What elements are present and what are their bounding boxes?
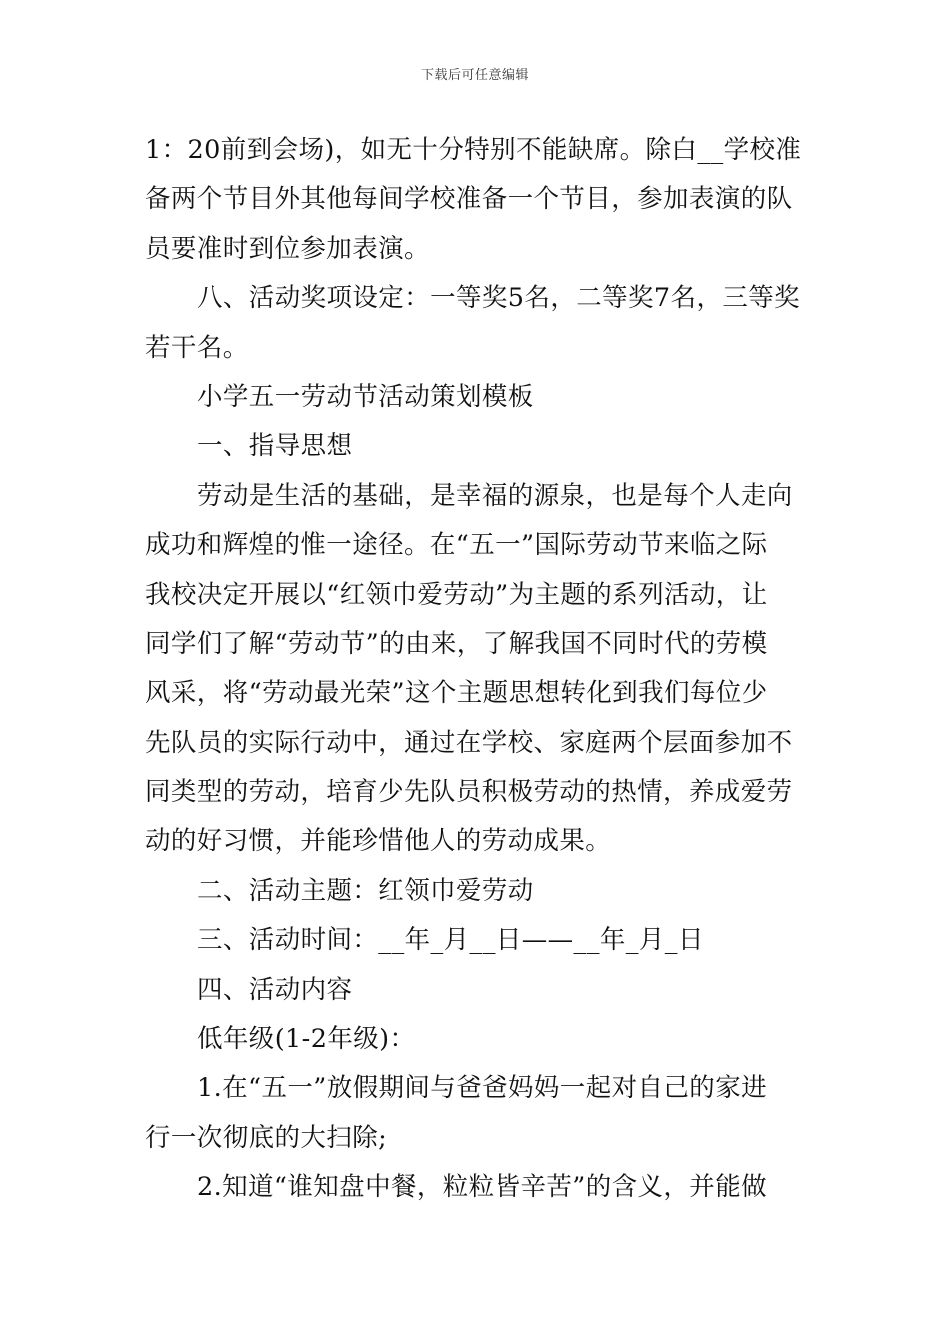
text-line: 我校决定开展以“红领巾爱劳动”为主题的系列活动，让: [145, 579, 768, 610]
text-line: 1.在“五一”放假期间与爸爸妈妈一起对自己的家进: [197, 1073, 768, 1104]
text-line: 八、活动奖项设定：一等奖5名，二等奖7名，三等奖: [197, 283, 801, 314]
text-line: 低年级(1-2年级)：: [197, 1024, 416, 1055]
text-line: 二、活动主题：红领巾爱劳动: [197, 875, 534, 906]
text-line: 先队员的实际行动中，通过在学校、家庭两个层面参加不: [145, 727, 793, 758]
text-line: 1：20前到会场)，如无十分特别不能缺席。除白__学校准: [145, 135, 802, 165]
text-line: 一、指导思想: [197, 431, 353, 462]
page-header-note: 下载后可任意编辑: [420, 68, 529, 83]
text-line: 风采，将“劳动最光荣”这个主题思想转化到我们每位少: [145, 678, 768, 709]
text-line: 2.知道“谁知盘中餐，粒粒皆辛苦”的含义，并能做: [197, 1172, 768, 1203]
text-line: 员要准时到位参加表演。: [145, 233, 430, 264]
document-body: [145, 126, 809, 1213]
text-line: 备两个节目外其他每间学校准备一个节目，参加表演的队: [145, 184, 793, 215]
text-line: 三、活动时间：__年_月__日——__年_月_日: [197, 925, 704, 956]
text-line: 四、活动内容: [197, 974, 353, 1005]
text-line: 若干名。: [145, 332, 249, 363]
text-line: 劳动是生活的基础，是幸福的源泉，也是每个人走向: [197, 480, 793, 511]
text-line: 同类型的劳动，培育少先队员积极劳动的热情，养成爱劳: [145, 777, 793, 808]
text-line: 成功和辉煌的惟一途径。在“五一”国际劳动节来临之际: [145, 530, 768, 561]
text-line: 同学们了解“劳动节”的由来，了解我国不同时代的劳模: [145, 628, 768, 659]
text-line: 小学五一劳动节活动策划模板: [197, 381, 534, 412]
text-line: 动的好习惯，并能珍惜他人的劳动成果。: [145, 826, 612, 857]
text-line: 行一次彻底的大扫除;: [145, 1122, 388, 1153]
